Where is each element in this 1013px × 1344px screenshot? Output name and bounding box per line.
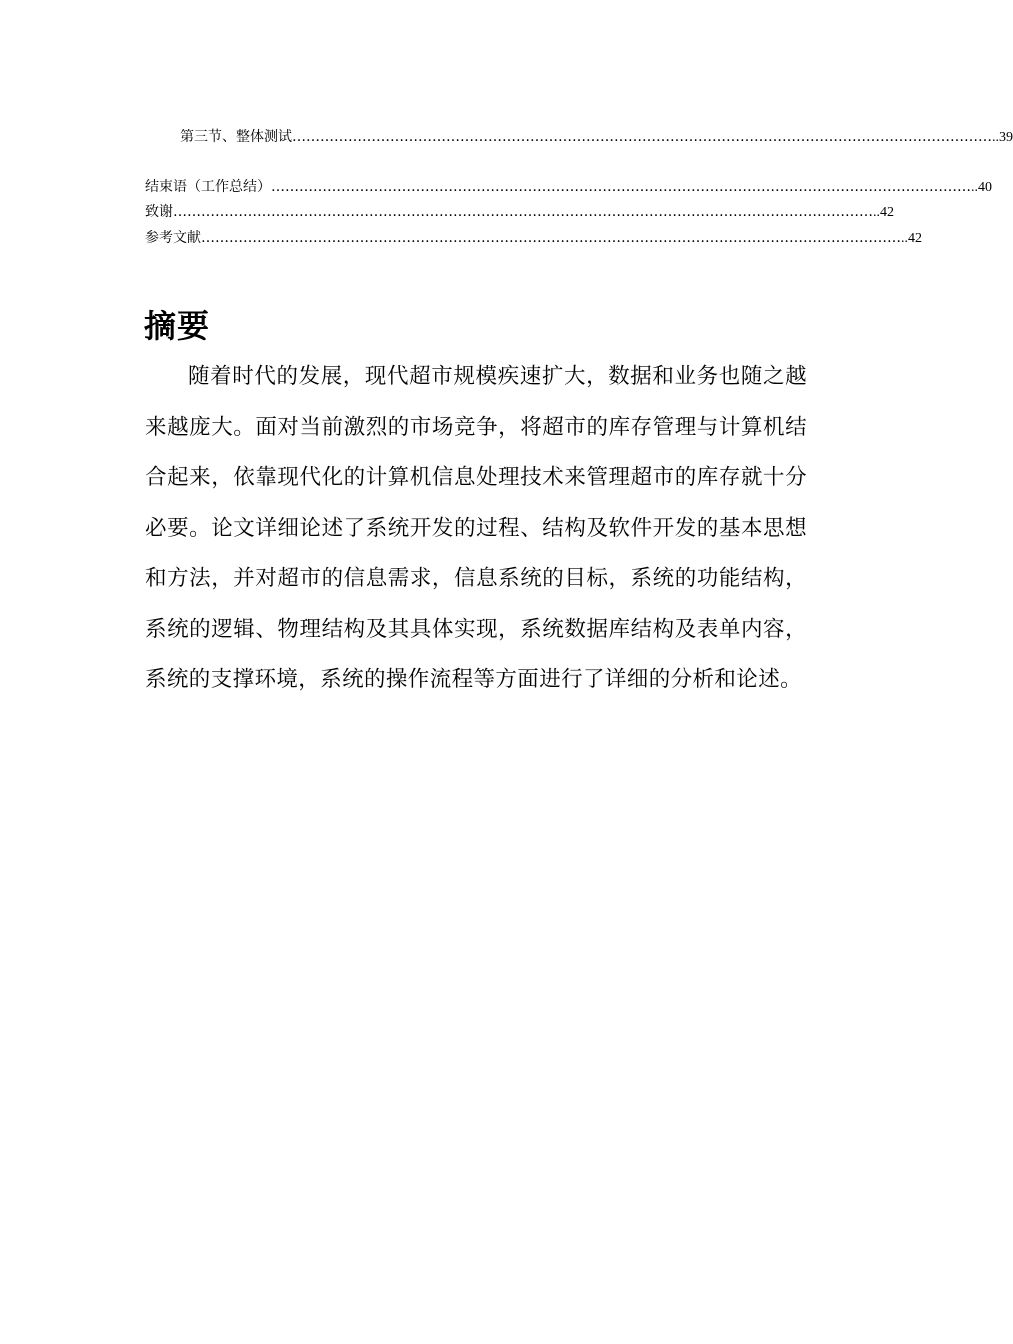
toc-entry[interactable] (145, 177, 992, 197)
toc-dot-leader: …………………………………………………………………………………………………………………………………… (292, 129, 992, 145)
toc-entry-page: ..39 (992, 130, 1013, 145)
toc-entry[interactable] (145, 127, 1013, 147)
toc-entry-title: 第三节、整体测试 (180, 129, 292, 145)
toc-entry-page: ..40 (971, 180, 992, 195)
toc-entry-page: ..42 (873, 205, 894, 220)
toc-entry-title: 致谢 (145, 204, 173, 220)
toc-entry-title: 结束语（工作总结） (145, 179, 271, 195)
toc-entry-page: ..42 (901, 231, 922, 246)
toc-dot-leader: …………………………………………………………………………………………………………………………………… (201, 230, 901, 246)
toc-entry[interactable] (145, 202, 894, 222)
toc-entry-title: 参考文献 (145, 230, 201, 246)
toc-entry[interactable] (145, 228, 922, 248)
toc-dot-leader: …………………………………………………………………………………………………………………………………… (173, 204, 873, 220)
toc-dot-leader: …………………………………………………………………………………………………………………………………… (271, 179, 971, 195)
abstract-paragraph: 随着时代的发展，现代超市规模疾速扩大，数据和业务也随之越来越庞大。面对当前激烈的市场竞争，将超市的库存管理与计算机结合起来，依靠现代化的计算机信息处理技术来管理超市的库存就十分必要。论文详细论述了系统开发的过程、结构及软件开发的基本思想和方法，并对超市的信息需求，信息系统的目标，系统的功能结构，系统的逻辑、物理结构及其具体实现，系统数据库结构及表单内容，系统的支撑环境，系统的操作流程等方面进行了详细的分析和论述。 (145, 364, 807, 692)
abstract-heading: 摘要 (144, 307, 211, 345)
